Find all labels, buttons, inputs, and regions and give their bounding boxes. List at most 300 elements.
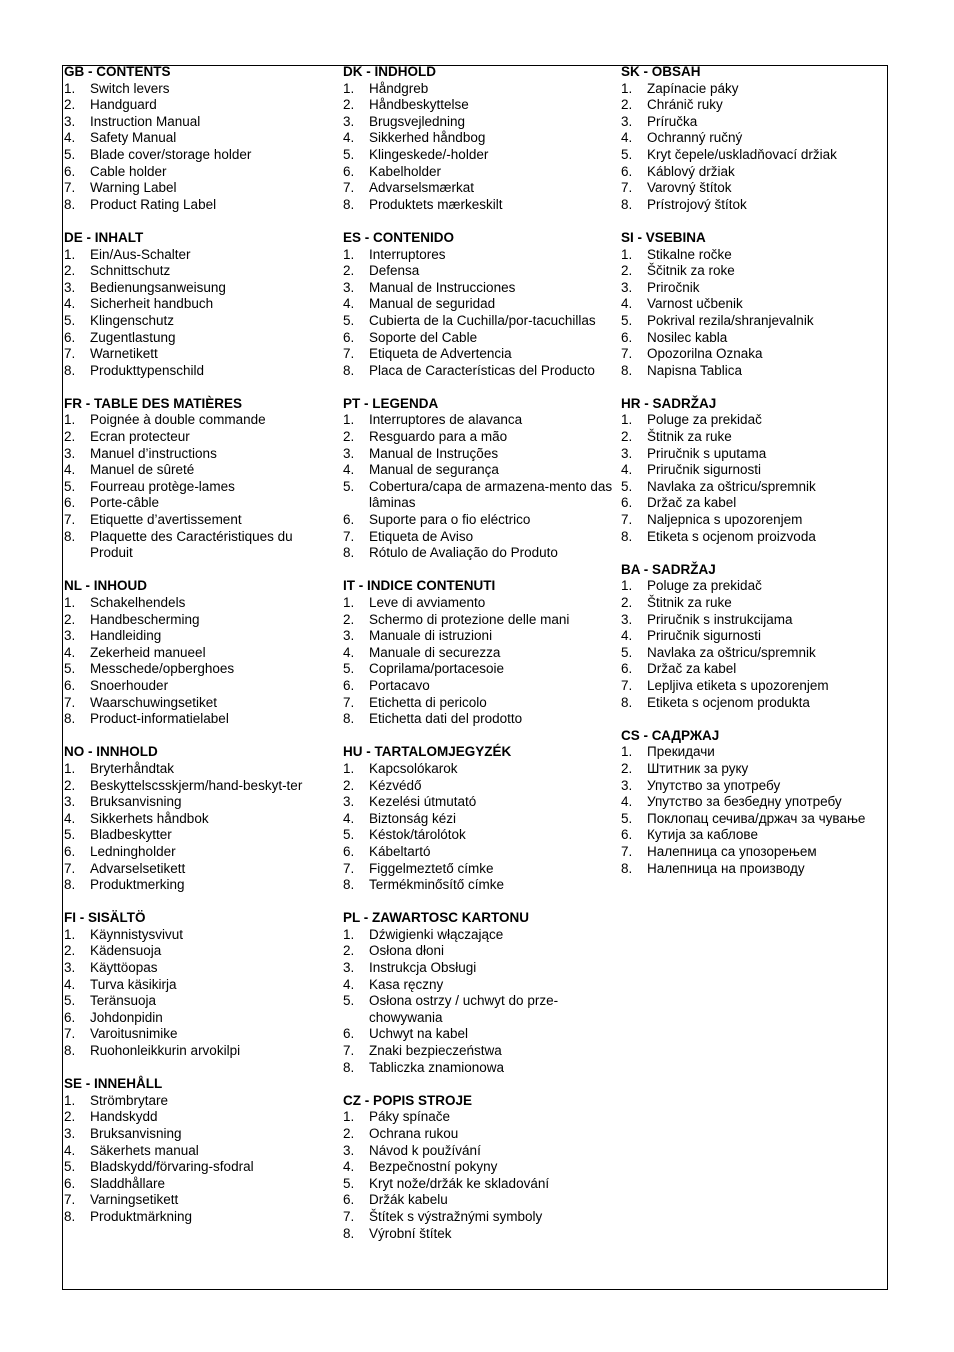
item-text: Waarschuwingsetiket <box>90 694 218 710</box>
item-text: Strömbrytare <box>90 1092 169 1108</box>
list-item <box>64 993 334 1010</box>
list-item <box>64 313 334 330</box>
list-item <box>343 844 613 861</box>
item-number: 2. <box>64 429 76 445</box>
item-number: 7. <box>64 1026 76 1042</box>
item-number: 8. <box>621 860 633 876</box>
item-text: Biztonság kézi <box>369 810 457 826</box>
item-number: 1. <box>621 578 633 594</box>
item-number: 3. <box>343 113 355 129</box>
list-item <box>343 960 613 977</box>
item-number: 8. <box>621 362 633 378</box>
item-number: 4. <box>343 644 355 660</box>
item-number: 3. <box>64 279 76 295</box>
contents-section <box>621 64 886 213</box>
item-text: Säkerhets manual <box>90 1142 199 1158</box>
list-item <box>621 164 886 181</box>
item-text: Håndgreb <box>369 80 429 96</box>
section-heading: CZ - POPIS STROJE <box>343 1092 473 1108</box>
item-text: Porte-câble <box>90 495 160 511</box>
item-number: 5. <box>64 478 76 494</box>
section-heading: CS - САДРЖАЈ <box>621 727 720 743</box>
item-number: 3. <box>64 628 76 644</box>
list-item <box>64 1043 334 1060</box>
list-item <box>64 595 334 612</box>
item-text: Leve di avviamento <box>369 595 486 610</box>
item-text: Product-informatielabel <box>90 711 229 727</box>
list-item <box>64 1010 334 1027</box>
list-item <box>343 280 613 297</box>
item-number: 8. <box>343 877 355 893</box>
item-text: Warnetikett <box>90 346 158 362</box>
item-number: 7. <box>621 512 633 528</box>
list-item <box>64 1159 334 1176</box>
item-text: Snoerhouder <box>90 677 169 693</box>
contents-section <box>64 1076 334 1225</box>
section-heading: SI - VSEBINA <box>621 229 706 245</box>
item-text: Turva käsikirja <box>90 976 177 992</box>
item-text: Etiqueta de Aviso <box>369 528 474 544</box>
list-item <box>343 1060 613 1077</box>
item-number: 5. <box>343 478 355 494</box>
item-number: 2. <box>621 429 633 445</box>
item-number: 6. <box>343 512 355 528</box>
list-item <box>64 197 334 214</box>
item-number: 6. <box>621 827 633 843</box>
item-number: 7. <box>343 1043 355 1059</box>
list-item <box>64 247 334 264</box>
item-text: Pokrival rezila/shranjevalnik <box>647 312 814 328</box>
item-text: Кутија за каблове <box>647 827 758 843</box>
list-item <box>64 1126 334 1143</box>
item-number: 8. <box>343 1225 355 1241</box>
list-item <box>621 861 886 878</box>
list-item <box>343 927 613 944</box>
item-text: Kasa ręczny <box>369 976 444 992</box>
item-number: 2. <box>621 760 633 776</box>
item-number: 5. <box>64 827 76 843</box>
item-number: 1. <box>621 80 633 96</box>
item-number: 2. <box>64 263 76 279</box>
list-item <box>64 960 334 977</box>
list-item <box>343 1176 613 1193</box>
item-text: Cubierta de la Cuchilla/por-tacuchillas <box>369 312 596 328</box>
item-number: 5. <box>64 1159 76 1175</box>
list-item <box>343 761 613 778</box>
item-text: Sikkerhed håndbog <box>369 130 486 146</box>
item-text: Käynnistysvivut <box>90 926 184 942</box>
list-item <box>343 827 613 844</box>
item-number: 2. <box>343 1126 355 1141</box>
item-number: 1. <box>64 246 76 262</box>
item-number: 6. <box>64 843 76 859</box>
contents-section <box>64 230 334 379</box>
item-text: Håndbeskyttelse <box>369 97 469 113</box>
item-text: Manual de segurança <box>369 462 499 478</box>
list-item <box>64 861 334 878</box>
item-number: 4. <box>343 976 355 992</box>
item-text: Kryt čepele/uskladňovací držiak <box>647 146 837 162</box>
item-number: 4. <box>621 794 633 810</box>
list-item <box>343 147 613 164</box>
list-item <box>64 661 334 678</box>
list-item <box>64 429 334 446</box>
list-item <box>64 844 334 861</box>
item-text: Plaquette des Caractéristiques du Produit <box>90 528 293 561</box>
item-text: Termékminősítő címke <box>369 877 505 893</box>
list-item <box>621 645 886 662</box>
item-number: 5. <box>621 810 633 826</box>
item-number: 6. <box>621 495 633 511</box>
item-text: Прекидачи <box>647 744 715 760</box>
item-text: Resguardo para a mão <box>369 429 508 445</box>
item-number: 5. <box>621 312 633 328</box>
list-item <box>621 130 886 147</box>
list-item <box>343 346 613 363</box>
section-heading: NL - INHOUD <box>64 578 147 594</box>
item-text: Bladbeskytter <box>90 827 172 843</box>
list-item <box>343 661 613 678</box>
item-text: Držač za kabel <box>647 495 737 511</box>
list-item <box>64 296 334 313</box>
item-number: 8. <box>64 528 76 544</box>
item-number: 7. <box>621 843 633 859</box>
list-item <box>343 180 613 197</box>
item-number: 6. <box>343 1026 355 1042</box>
list-item <box>621 628 886 645</box>
item-text: Manual de seguridad <box>369 296 496 312</box>
item-text: Ledningholder <box>90 843 176 859</box>
item-number: 2. <box>343 777 355 793</box>
list-item <box>343 977 613 994</box>
item-text: Poluge za prekidač <box>647 578 762 594</box>
list-item <box>621 844 886 861</box>
section-heading: PT - LEGENDA <box>343 395 439 411</box>
item-number: 4. <box>343 462 355 478</box>
list-item <box>621 778 886 795</box>
item-number: 2. <box>621 97 633 113</box>
item-number: 4. <box>343 810 355 826</box>
list-item <box>621 147 886 164</box>
item-text: Navlaka za oštricu/spremnik <box>647 478 816 494</box>
item-number: 1. <box>343 246 355 262</box>
item-text: Varovný štítok <box>647 180 732 196</box>
item-text: Poluge za prekidač <box>647 412 762 428</box>
item-number: 7. <box>64 694 76 710</box>
list-item <box>64 529 334 562</box>
item-text: Handbescherming <box>90 611 200 627</box>
list-item <box>64 943 334 960</box>
item-number: 8. <box>64 1208 76 1224</box>
item-number: 5. <box>621 478 633 494</box>
item-number: 1. <box>343 595 355 610</box>
list-item <box>64 114 334 131</box>
item-number: 4. <box>64 810 76 826</box>
list-item <box>64 1093 334 1110</box>
item-number: 6. <box>64 1009 76 1025</box>
item-text: Napisna Tablica <box>647 362 743 378</box>
item-number: 4. <box>343 1159 355 1175</box>
list-item <box>64 147 334 164</box>
item-text: Zugentlastung <box>90 329 176 345</box>
section-heading: DK - INDHOLD <box>343 64 436 79</box>
item-number: 3. <box>621 279 633 295</box>
item-text: Držač za kabel <box>647 661 737 677</box>
item-text: Etiketa s ocjenom proizvoda <box>647 528 816 544</box>
item-text: Poignée à double commande <box>90 412 266 428</box>
item-text: Manual de Instrucciones <box>369 279 516 295</box>
list-item <box>621 346 886 363</box>
item-number: 8. <box>64 1043 76 1059</box>
item-text: Tabliczka znamionowa <box>369 1059 505 1075</box>
section-heading: FI - SISÄLTÖ <box>64 910 146 926</box>
item-text: Interruptores de alavanca <box>369 412 523 428</box>
item-number: 3. <box>343 628 355 644</box>
item-text: Etiquette d’avertissement <box>90 512 242 528</box>
item-text: Sicherheit handbuch <box>90 296 214 312</box>
item-text: Produktets mærkeskilt <box>369 196 503 212</box>
list-item <box>621 695 886 712</box>
item-text: Coprilama/portacesoie <box>369 661 505 677</box>
item-text: Štitnik za ruke <box>647 429 732 445</box>
list-item <box>343 1143 613 1160</box>
list-item <box>64 1176 334 1193</box>
item-number: 3. <box>343 1142 355 1158</box>
contents-section <box>343 230 613 379</box>
item-number: 5. <box>343 993 355 1009</box>
item-number: 5. <box>343 146 355 162</box>
item-text: Sikkerhets håndbok <box>90 810 209 826</box>
item-text: Kabelholder <box>369 163 442 179</box>
item-number: 8. <box>621 694 633 710</box>
item-text: Sladdhållare <box>90 1175 166 1191</box>
item-text: Schermo di protezione delle mani <box>369 611 570 627</box>
item-text: Kézvédő <box>369 777 422 793</box>
list-item <box>343 1109 613 1126</box>
item-text: Výrobní štítek <box>369 1225 452 1241</box>
item-text: Defensa <box>369 263 420 279</box>
list-item <box>343 1026 613 1043</box>
item-number: 7. <box>343 694 355 710</box>
list-item <box>64 462 334 479</box>
item-number: 8. <box>621 196 633 212</box>
list-item <box>343 529 613 546</box>
list-item <box>64 97 334 114</box>
item-number: 6. <box>343 1192 355 1208</box>
item-text: Soporte del Cable <box>369 329 478 345</box>
item-number: 7. <box>343 528 355 544</box>
item-text: Bryterhåndtak <box>90 760 175 776</box>
item-number: 1. <box>621 744 633 760</box>
item-number: 4. <box>343 130 355 146</box>
item-text: Safety Manual <box>90 130 177 146</box>
item-number: 2. <box>343 611 355 627</box>
item-number: 4. <box>64 644 76 660</box>
contents-section <box>64 578 334 727</box>
item-number: 1. <box>64 926 76 942</box>
item-text: Príručka <box>647 113 698 129</box>
item-number: 2. <box>621 263 633 279</box>
item-number: 1. <box>64 412 76 428</box>
item-text: Fourreau protège-lames <box>90 478 235 494</box>
item-number: 8. <box>64 362 76 378</box>
item-number: 3. <box>621 777 633 793</box>
list-item <box>343 794 613 811</box>
item-text: Produktmärkning <box>90 1208 193 1224</box>
item-number: 7. <box>343 1208 355 1224</box>
item-number: 2. <box>621 595 633 610</box>
item-text: Priručnik sigurnosti <box>647 462 762 478</box>
item-text: Štítek s výstražnými symboly <box>369 1208 543 1224</box>
item-text: Zekerheid manueel <box>90 644 206 660</box>
item-number: 3. <box>64 113 76 129</box>
item-number: 1. <box>343 80 355 96</box>
item-number: 6. <box>64 1175 76 1191</box>
list-item <box>621 180 886 197</box>
contents-section <box>343 910 613 1076</box>
item-number: 6. <box>621 661 633 677</box>
item-text: Handguard <box>90 97 157 113</box>
list-item <box>343 81 613 98</box>
list-item <box>343 263 613 280</box>
list-item <box>64 612 334 629</box>
item-number: 7. <box>343 346 355 362</box>
item-number: 3. <box>64 1126 76 1141</box>
item-number: 3. <box>64 794 76 810</box>
contents-section <box>621 728 886 877</box>
list-item <box>621 595 886 612</box>
list-item <box>621 296 886 313</box>
column-2 <box>343 64 613 1259</box>
list-item <box>64 263 334 280</box>
item-text: Teränsuoja <box>90 993 157 1009</box>
list-item <box>343 363 613 380</box>
item-text: Налепница са упозорењем <box>647 843 817 859</box>
list-item <box>343 1043 613 1060</box>
list-item <box>343 313 613 330</box>
item-number: 1. <box>64 595 76 610</box>
item-number: 1. <box>343 1109 355 1125</box>
item-text: Chránič ruky <box>647 97 723 113</box>
item-number: 2. <box>64 611 76 627</box>
list-item <box>621 97 886 114</box>
item-text: Advarselsetikett <box>90 860 186 876</box>
list-item <box>64 711 334 728</box>
list-item <box>64 164 334 181</box>
item-number: 6. <box>64 329 76 345</box>
list-item <box>64 794 334 811</box>
list-item <box>343 1159 613 1176</box>
item-text: Štitnik za ruke <box>647 595 732 610</box>
list-item <box>64 761 334 778</box>
list-item <box>343 943 613 960</box>
list-item <box>343 811 613 828</box>
item-text: Brugsvejledning <box>369 113 466 129</box>
list-item <box>621 512 886 529</box>
contents-section <box>621 230 886 379</box>
item-text: Beskyttelscsskjerm/hand-beskyt-ter <box>90 777 303 793</box>
item-text: Osłona ostrzy / uchwyt do prze-chowywania <box>369 993 559 1025</box>
list-item <box>621 612 886 629</box>
item-text: Налепница на производу <box>647 860 805 876</box>
item-number: 6. <box>343 677 355 693</box>
list-item <box>64 479 334 496</box>
item-number: 8. <box>343 362 355 378</box>
item-text: Manuale di istruzioni <box>369 628 493 644</box>
item-text: Rótulo de Avaliação do Produto <box>369 545 558 561</box>
item-text: Figgelmeztető címke <box>369 860 494 876</box>
section-heading: IT - INDICE CONTENUTI <box>343 578 496 594</box>
list-item <box>621 578 886 595</box>
contents-section <box>64 396 334 562</box>
item-text: Késtok/tárolótok <box>369 827 466 843</box>
item-text: Navlaka za oštricu/spremnik <box>647 644 816 660</box>
item-number: 3. <box>64 960 76 976</box>
item-number: 4. <box>621 130 633 146</box>
item-number: 6. <box>64 163 76 179</box>
item-text: Varoitusnimike <box>90 1026 178 1042</box>
list-item <box>64 877 334 894</box>
item-number: 5. <box>64 993 76 1009</box>
item-number: 8. <box>64 711 76 727</box>
column-1 <box>64 64 334 1242</box>
list-item <box>621 678 886 695</box>
item-text: Manuale di securezza <box>369 644 501 660</box>
item-text: Schnittschutz <box>90 263 171 279</box>
item-text: Zapínacie páky <box>647 80 739 96</box>
list-item <box>621 280 886 297</box>
item-text: Kezelési útmutató <box>369 794 477 810</box>
contents-section <box>64 910 334 1059</box>
item-number: 1. <box>621 412 633 428</box>
item-text: Manual de Instruções <box>369 445 499 461</box>
item-number: 5. <box>343 312 355 328</box>
item-number: 6. <box>621 163 633 179</box>
list-item <box>64 977 334 994</box>
list-item <box>343 1192 613 1209</box>
item-number: 6. <box>343 163 355 179</box>
list-item <box>343 877 613 894</box>
item-number: 3. <box>621 113 633 129</box>
list-item <box>343 695 613 712</box>
list-item <box>343 114 613 131</box>
list-item <box>343 711 613 728</box>
item-text: Ochrana rukou <box>369 1126 459 1141</box>
item-text: Kábeltartó <box>369 843 431 859</box>
item-text: Stikalne ročke <box>647 246 732 262</box>
item-text: Varningsetikett <box>90 1192 179 1208</box>
item-text: Klingeskede/-holder <box>369 146 489 162</box>
list-item <box>343 296 613 313</box>
item-text: Warning Label <box>90 180 177 196</box>
list-item <box>621 495 886 512</box>
item-number: 6. <box>343 329 355 345</box>
list-item <box>64 1109 334 1126</box>
section-heading: FR - TABLE DES MATIÈRES <box>64 395 242 411</box>
list-item <box>343 993 613 1026</box>
item-text: Cable holder <box>90 163 167 179</box>
list-item <box>621 263 886 280</box>
list-item <box>64 412 334 429</box>
item-text: Product Rating Label <box>90 196 217 212</box>
item-text: Produktmerking <box>90 877 185 893</box>
item-number: 5. <box>343 827 355 843</box>
list-item <box>343 197 613 214</box>
item-number: 5. <box>64 661 76 677</box>
item-text: Bezpečnostní pokyny <box>369 1159 498 1175</box>
list-item <box>343 1226 613 1243</box>
list-item <box>343 130 613 147</box>
